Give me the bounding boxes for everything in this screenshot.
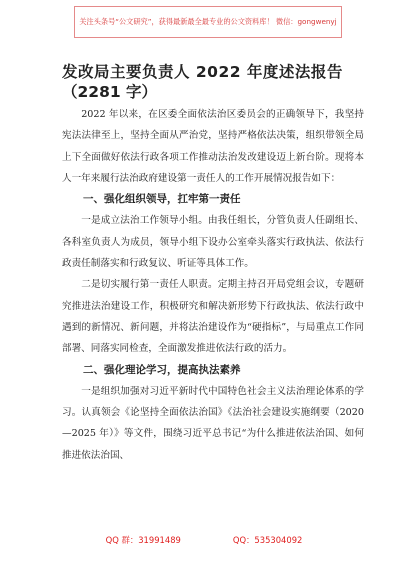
intro-paragraph: 2022 年以来，在区委全面依法治区委员会的正确领导下，我坚持宪法法律至上，坚持全面从严治党，坚持严格依法决策，组织带领全局上下全面做好依法行政各项工作推动法治发改建设迈上新台阶。现将本人一年来履行法治政府建设第一责任人的工作开展情况报告如下： [62, 109, 364, 184]
qq-group-number: QQ 群：31991489 [105, 535, 181, 545]
qq-number: QQ：535304092 [232, 535, 303, 545]
promo-banner-text: 关注头条号“公文研究”，获得最新最全最专业的公文资料库！ 微信：gongwenyj [79, 17, 337, 26]
section-1-heading: 一、强化组织领导，扛牢第一责任 [83, 193, 241, 206]
section-1-paragraph-1: 一是成立法治工作领导小组。由我任组长，分管负责人任副组长、各科室负责人为成员，领导小组下设办公室牵头落实行政执法、依法行政责任制落实和行政复议、听证等具体工作。 [62, 215, 364, 270]
document-body [62, 104, 364, 466]
section-2-paragraph-1: 一是组织加强对习近平新时代中国特色社会主义法治理论体系的学习。认真领会《论坚持全面依法治国》《法治社会建设实施纲要（2020—2025 年）》等文件，围绕习近平总书记“为什么推进依法治国、如何推进依法治国、 [62, 385, 364, 461]
contact-footer [0, 530, 408, 550]
section-1-paragraph-2: 二是切实履行第一责任人职责。定期主持召开局党组会议，专题研究推进法治建设工作，积极研究和解决新形势下行政执法、依法行政中遇到的新情况、新问题，并将法治建设作为“硬指标”，与局重点工作同部署、同落实同检查，全面激发推进依法行政的活力。 [62, 279, 364, 355]
section-2-heading: 二、强化理论学习，提高执法素养 [83, 363, 241, 376]
document-title: 发改局主要负责人 2022 年度述法报告 [62, 63, 343, 81]
promo-banner [74, 6, 342, 38]
document-word-count: （2281 字） [62, 83, 158, 101]
